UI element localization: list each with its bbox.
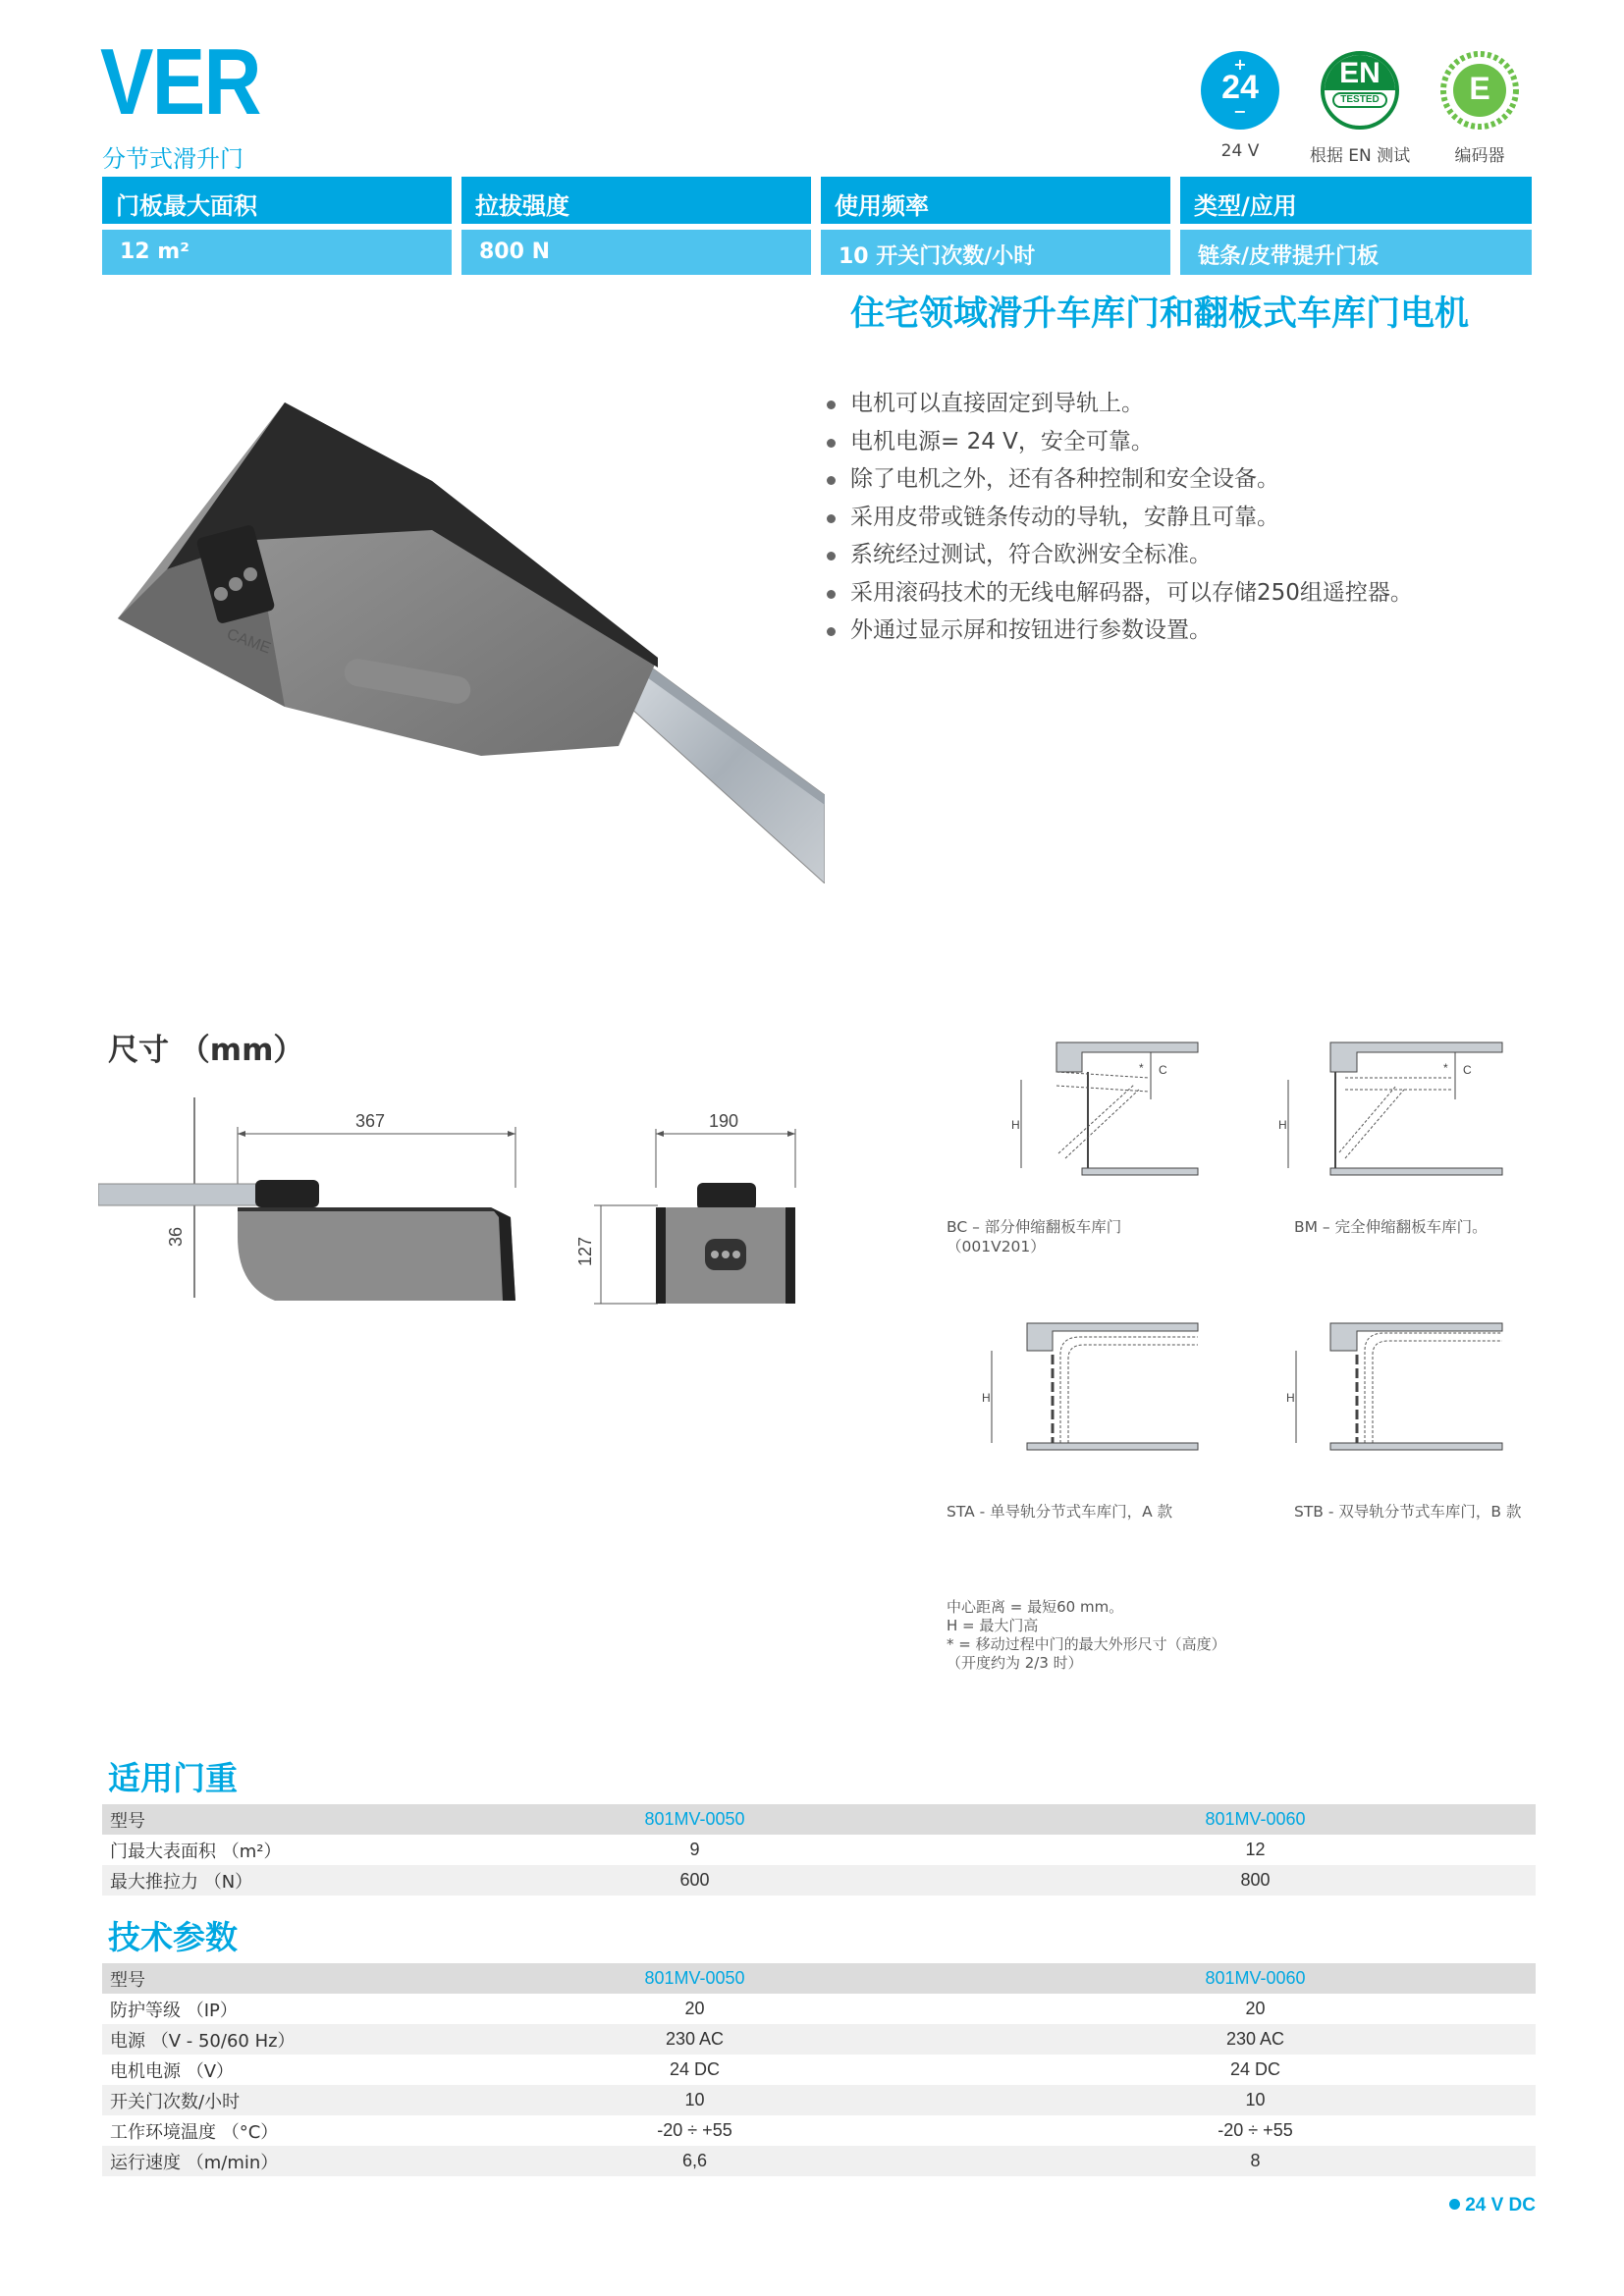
table-row: 电机电源 （V） 24 DC 24 DC [110, 2059, 1281, 2082]
spec-label-force: 拉拔强度 [461, 177, 811, 224]
diagram-caption-sta: STA - 单导轨分节式车库门，A 款 [947, 1503, 1173, 1521]
svg-text:190: 190 [709, 1111, 739, 1131]
list-item: 电机电源= 24 V，安全可靠。 [825, 423, 1413, 461]
diagram-caption-stb: STB - 双导轨分节式车库门，B 款 [1294, 1503, 1522, 1521]
svg-text:H: H [1286, 1391, 1295, 1405]
spec-label-area: 门板最大面积 [102, 177, 452, 224]
table-row: 工作环境温度 （°C） -20 ÷ +55 -20 ÷ +55 [110, 2120, 1293, 2143]
svg-text:*: * [1139, 1061, 1144, 1075]
diagram-bc [1011, 1042, 1198, 1175]
dimensions-title: 尺寸 （mm） [108, 1033, 304, 1068]
diagram-sta [982, 1323, 1198, 1450]
spec-label-frequency: 使用频率 [821, 177, 1170, 224]
spec-value-area: 12 m² [102, 230, 452, 275]
list-item: 采用滚码技术的无线电解码器，可以存储250组遥控器。 [825, 574, 1413, 613]
svg-text:*: * [1443, 1061, 1448, 1075]
footer-voltage: 24 V DC [1449, 2195, 1536, 2216]
feature-list [825, 385, 1413, 650]
encoder-icon: E [1440, 51, 1519, 130]
table-row: 门最大表面积 （m²） 9 12 [110, 1840, 1266, 1862]
list-item: 电机可以直接固定到导轨上。 [825, 385, 1413, 423]
spec-value-force: 800 N [461, 230, 811, 275]
list-item: 外通过显示屏和按钮进行参数设置。 [825, 612, 1413, 650]
en-tested-icon: EN TESTED [1321, 51, 1399, 130]
diagram-caption-bm: BM – 完全伸缩翻板车库门。 [1294, 1218, 1488, 1236]
product-image [108, 373, 825, 883]
list-item: 除了电机之外，还有各种控制和安全设备。 [825, 460, 1413, 499]
list-item: 采用皮带或链条传动的导轨，安静且可靠。 [825, 499, 1413, 537]
table-row: 型号 801MV-0050 801MV-0060 [102, 1804, 1536, 1835]
badge-label: 24 V [1220, 141, 1260, 161]
badge-label: 根据 EN 测试 [1309, 146, 1411, 166]
badge-label: 编码器 [1454, 146, 1505, 166]
table-row: 防护等级 （IP） 20 20 [110, 1999, 1266, 2021]
diagram-caption-bc: BC – 部分伸缩翻板车库门 （001V201） [947, 1218, 1122, 1255]
dimension-drawing [98, 1090, 844, 1315]
svg-text:H: H [1011, 1118, 1020, 1132]
table-row: 最大推拉力 （N） 600 800 [102, 1865, 1536, 1896]
svg-text:367: 367 [355, 1111, 386, 1131]
table-row: 电源 （V - 50/60 Hz） 230 AC 230 AC [102, 2024, 1536, 2055]
badge-en-tested [1306, 51, 1414, 166]
svg-text:H: H [982, 1391, 991, 1405]
tech-table [102, 1963, 1536, 2176]
svg-text:CAME: CAME [224, 625, 273, 658]
badge-encoder [1426, 51, 1534, 166]
diagram-stb [1286, 1323, 1502, 1450]
table-row: 型号 801MV-0050 801MV-0060 [102, 1963, 1536, 1994]
svg-text:127: 127 [575, 1236, 595, 1266]
weight-table [102, 1804, 1536, 1896]
table-row: 运行速度 （m/min） 6,6 8 [102, 2146, 1536, 2176]
spec-value-frequency: 10 开关门次数/小时 [821, 230, 1170, 275]
spec-label-type: 类型/应用 [1180, 177, 1532, 224]
diagram-notes: 中心距离 = 最短60 mm。 H = 最大门高 * = 移动过程中门的最大外形尺寸（高度） （开度约为 2/3 时） [947, 1598, 1226, 1672]
svg-text:C: C [1463, 1063, 1472, 1077]
weight-table-title: 适用门重 [108, 1759, 238, 1797]
tech-table-title: 技术参数 [108, 1918, 238, 1956]
svg-text:H: H [1278, 1118, 1287, 1132]
product-subtitle: 分节式滑升门 [102, 145, 244, 173]
spec-value-type: 链条/皮带提升门板 [1180, 230, 1532, 275]
table-row: 开关门次数/小时 10 10 [102, 2085, 1536, 2115]
diagram-bm [1278, 1042, 1502, 1175]
svg-text:C: C [1159, 1063, 1167, 1077]
svg-text:36: 36 [166, 1226, 186, 1247]
headline: 住宅领域滑升车库门和翻板式车库门电机 [850, 294, 1470, 334]
product-title: VER [100, 29, 260, 134]
24v-icon: + 24 − [1201, 51, 1279, 130]
list-item: 系统经过测试，符合欧洲安全标准。 [825, 536, 1413, 574]
badge-24v [1186, 51, 1294, 161]
bullet-icon [1449, 2199, 1460, 2210]
